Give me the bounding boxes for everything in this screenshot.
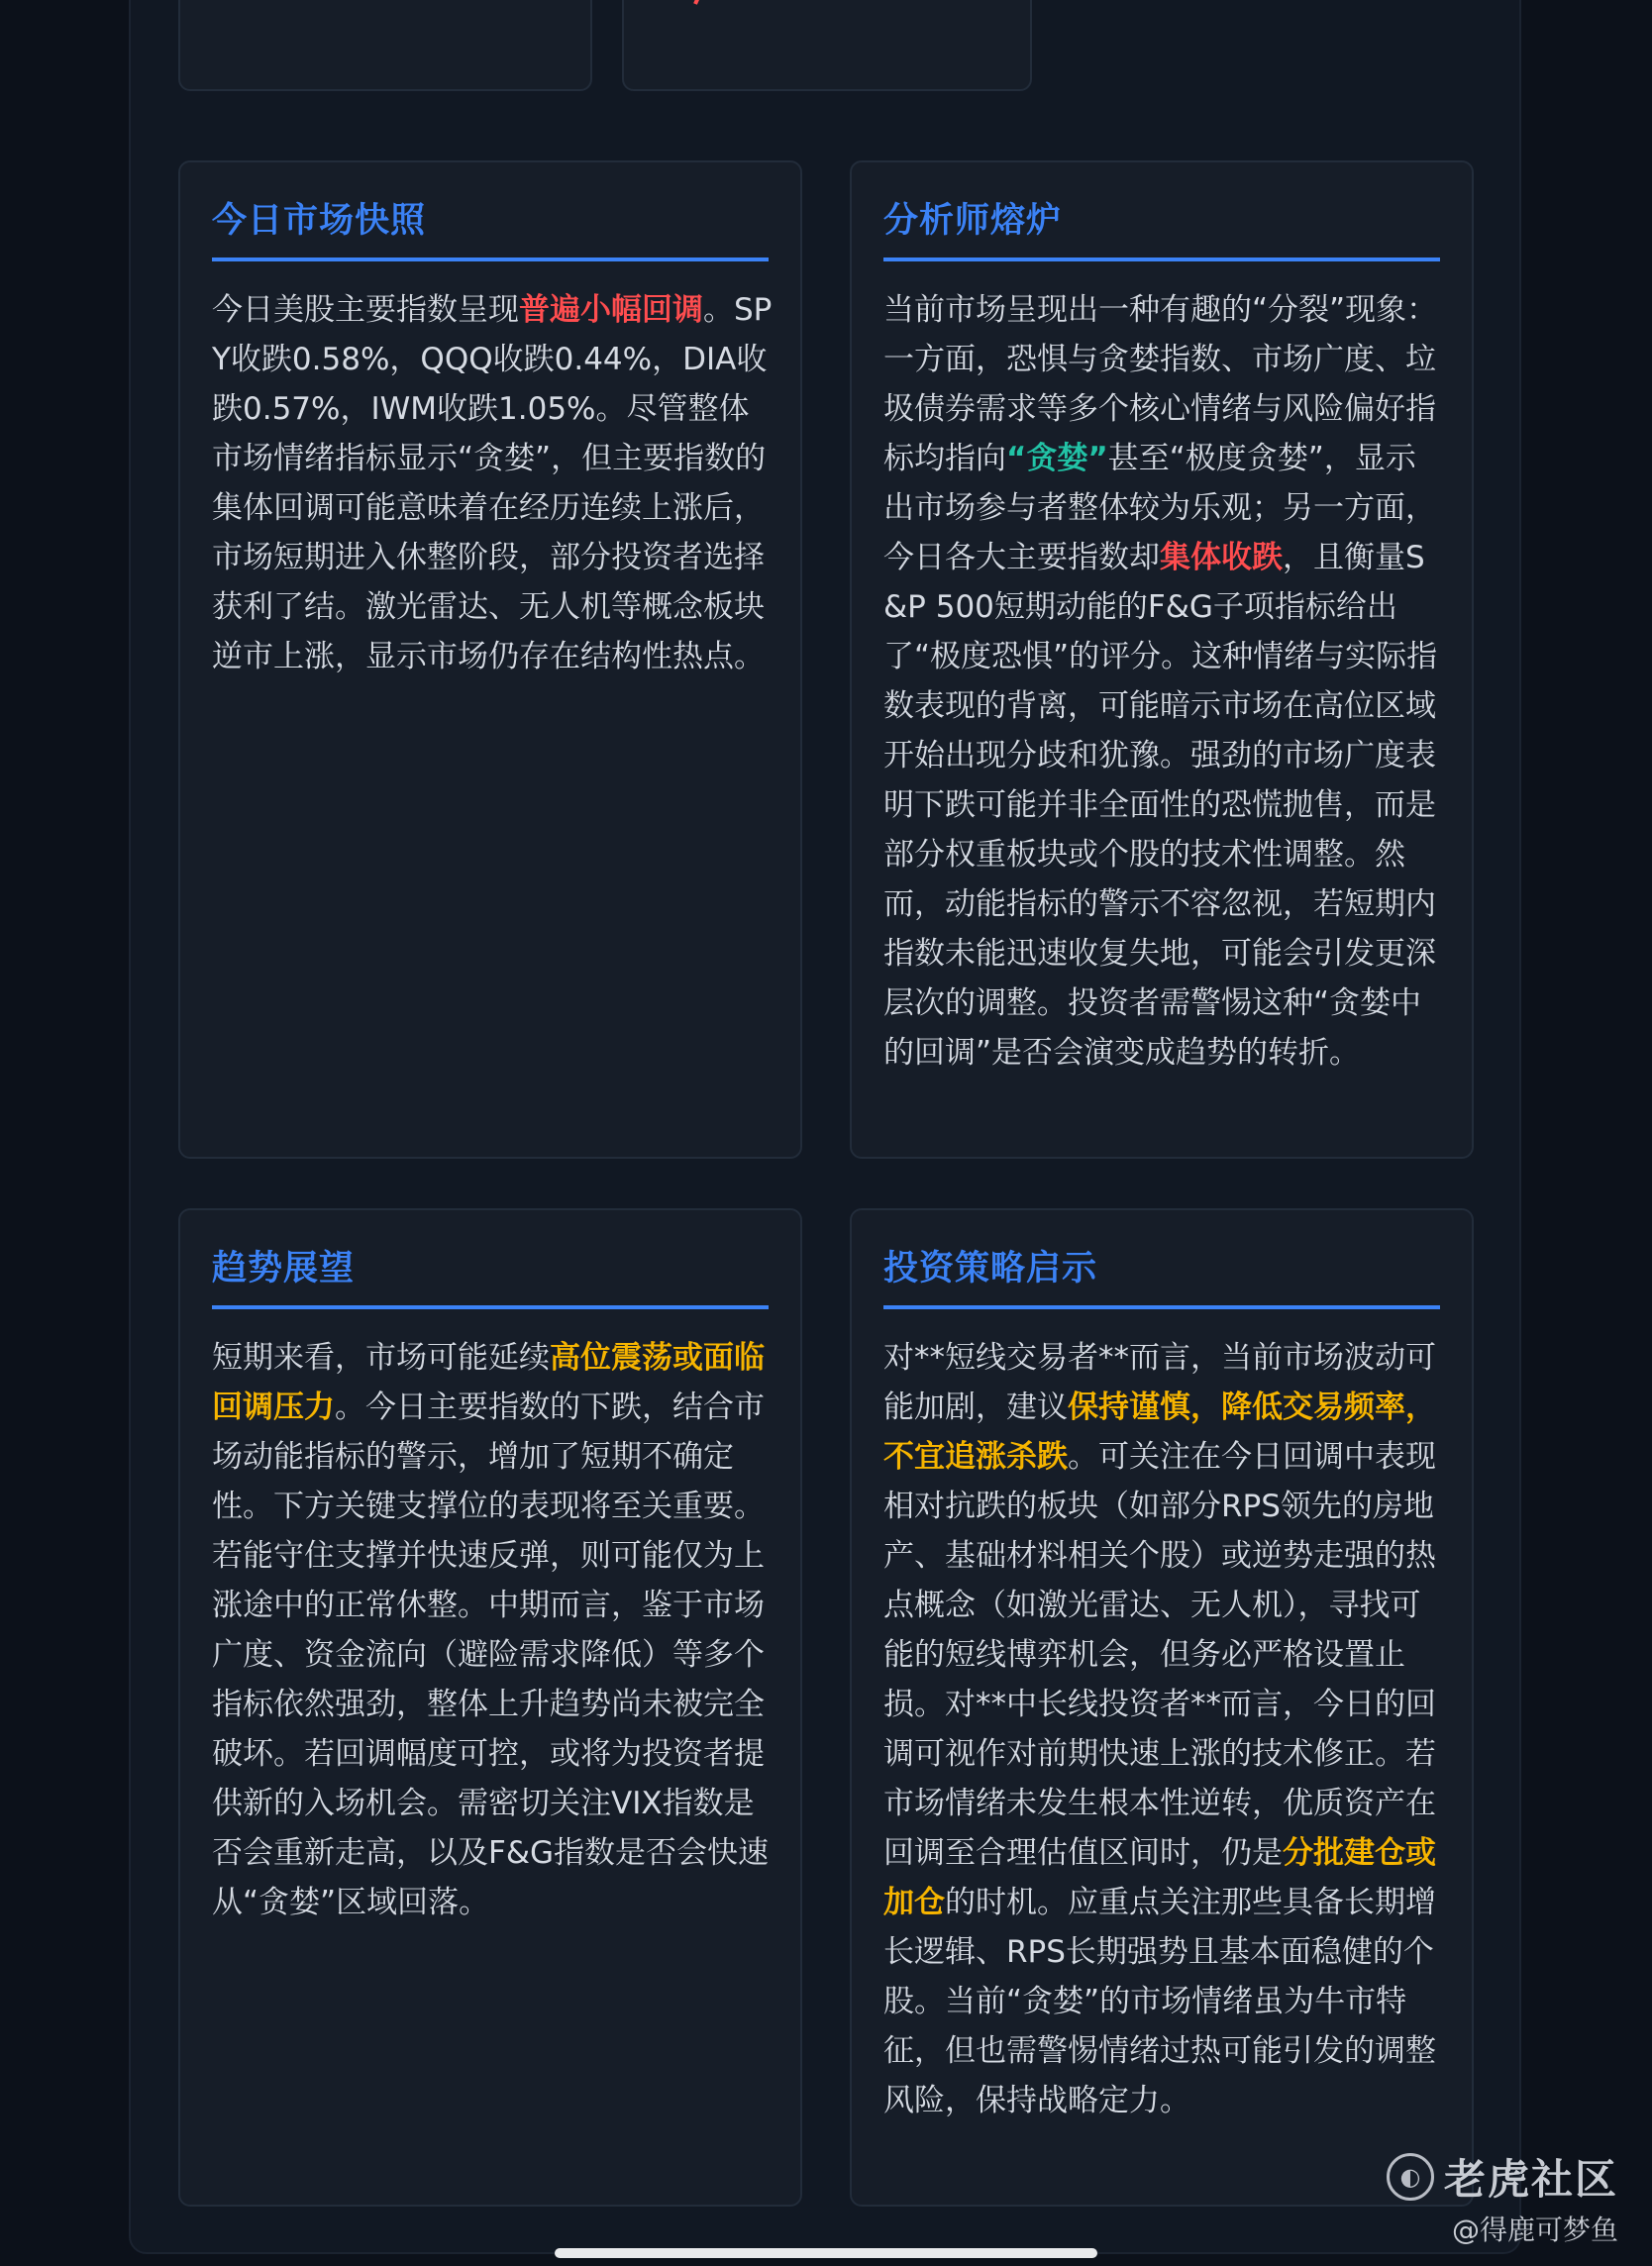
watermark-brand: 老虎社区 xyxy=(1443,2155,1618,2204)
top-left-card xyxy=(178,0,592,91)
card-title: 今日市场快照 xyxy=(212,200,769,261)
mini-line-chart xyxy=(624,0,1034,93)
chart-line xyxy=(695,0,784,4)
highlight-text: 普遍小幅回调 xyxy=(519,292,703,328)
watermark xyxy=(1387,2147,1618,2207)
card-body: 对**短线交易者**而言，当前市场波动可能加剧，建议保持谨慎，降低交易频率，不宜追涨杀跌。可关注在今日回调中表现相对抗跌的板块（如部分RPS领先的房地产、基础材料相关个股）或逆势走强的热点概念（如激光雷达、无人机），寻找可能的短线博弈机会，但务必严格设置止损。对**中长线投资者**而言，今日的回调可视作对前期快速上涨的技术修正。若市场情绪未发生根本性逆转，优质资产在回调至合理估值区间时，仍是分批建仓或加仓的时机。应重点关注那些具备长期增长逻辑、RPS长期强势且基本面稳健的个股。当前“贪婪”的市场情绪虽为牛市特征，但也需警惕情绪过热可能引发的调整风险，保持战略定力。 xyxy=(883,1340,1436,2118)
strategy-card xyxy=(850,1208,1474,2207)
card-body: 当前市场呈现出一种有趣的“分裂”现象：一方面，恐惧与贪婪指数、市场广度、垃圾债券需求等多个核心情绪与风险偏好指标均指向“贪婪”甚至“极度贪婪”，显示出市场参与者整体较为乐观；另一方面，今日各大主要指数却集体收跌，且衡量S&P 500短期动能的F&G子项指标给出了“极度恐惧”的评分。这种情绪与实际指数表现的背离，可能暗示市场在高位区域开始出现分歧和犹豫。强劲的市场广度表明下跌可能并非全面性的恐慌抛售，而是部分权重板块或个股的技术性调整。然而，动能指标的警示不容忽视，若短期内指数未能迅速收复失地，可能会引发更深层次的调整。投资者需警惕这种“贪婪中的回调”是否会演变成趋势的转折。 xyxy=(883,292,1438,1071)
report-frame xyxy=(129,0,1521,2254)
card-title: 趋势展望 xyxy=(212,1248,769,1309)
home-indicator[interactable] xyxy=(555,2248,1097,2258)
highlight-text: 集体收跌 xyxy=(1160,540,1283,575)
card-body: 今日美股主要指数呈现普遍小幅回调。SPY收跌0.58%，QQQ收跌0.44%，DIA收跌0.57%，IWM收跌1.05%。尽管整体市场情绪指标显示“贪婪”，但主要指数的集体回调可能意味着在经历连续上涨后，市场短期进入休整阶段，部分投资者选择获利了结。激光雷达、无人机等概念板块逆市上涨，显示市场仍存在结构性热点。 xyxy=(212,292,773,674)
market-snapshot-card xyxy=(178,160,802,1159)
card-title: 投资策略启示 xyxy=(883,1248,1440,1309)
top-right-card xyxy=(622,0,1032,91)
highlight-text: 保持谨慎，降低交易频率，不宜追涨杀跌 xyxy=(883,1390,1436,1475)
analyst-crucible-card xyxy=(850,160,1474,1159)
highlight-text: 高位震荡或面临回调压力 xyxy=(212,1340,765,1425)
highlight-text: “贪婪” xyxy=(1006,441,1108,476)
watermark-handle: @得鹿可梦鱼 xyxy=(1451,2214,1618,2246)
card-body: 短期来看，市场可能延续高位震荡或面临回调压力。今日主要指数的下跌，结合市场动能指标的警示，增加了短期不确定性。下方关键支撑位的表现将至关重要。若能守住支撑并快速反弹，则可能仅为上涨途中的正常休整。中期而言，鉴于市场广度、资金流向（避险需求降低）等多个指标依然强劲，整体上升趋势尚未被完全破坏。若回调幅度可控，或将为投资者提供新的入场机会。需密切关注VIX指数是否会重新走高，以及F&G指数是否会快速从“贪婪”区域回落。 xyxy=(212,1340,770,1920)
card-title: 分析师熔炉 xyxy=(883,200,1440,261)
highlight-text: 分批建仓或加仓 xyxy=(883,1835,1436,1920)
tiger-logo-icon: ◐ xyxy=(1387,2153,1434,2201)
trend-outlook-card xyxy=(178,1208,802,2207)
